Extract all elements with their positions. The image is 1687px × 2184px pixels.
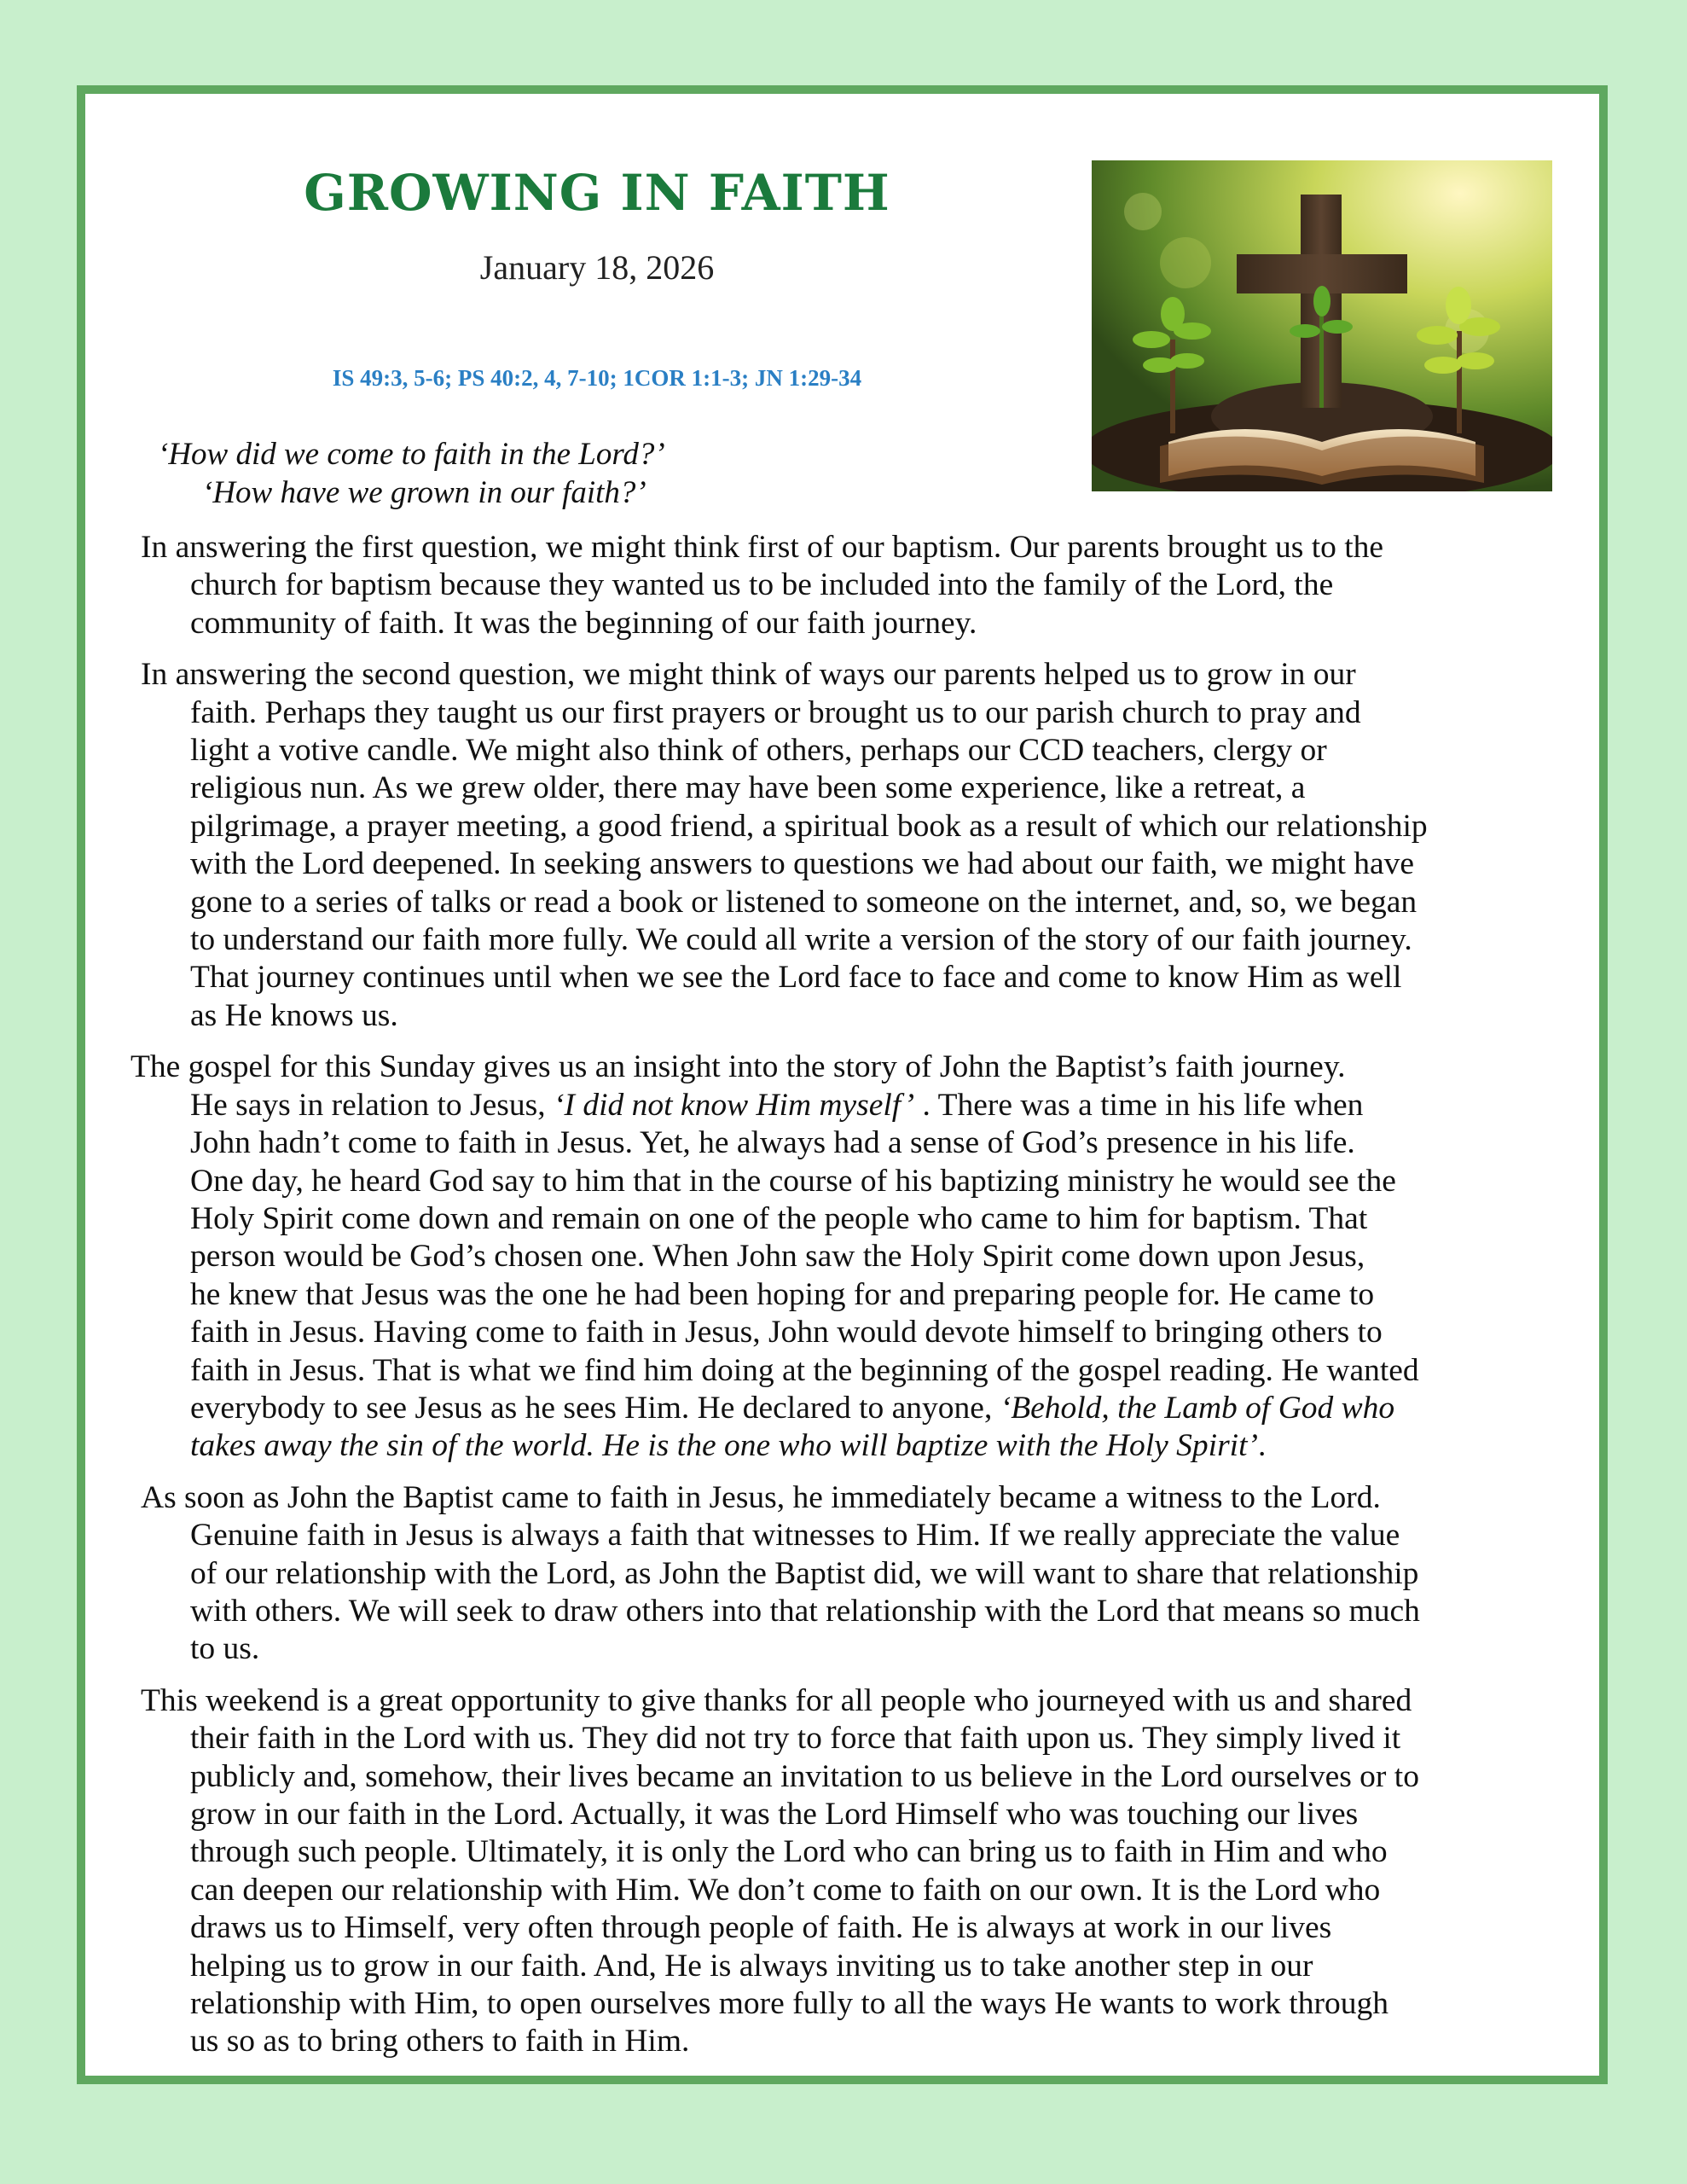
reflection-questions: [158, 435, 665, 512]
paragraph-thanks: This weekend is a great opportunity to give thanks for all people who journeyed with us and shared their faith in the Lord with us. They did not try to force that faith upon us. They simply lived it publicly and, somehow, their lives became an invitation to us believe in the Lord ourselves or to grow in our faith in the Lord. Actually, it was the Lord Himself who was touching our lives through such people. Ultimately, it is only the Lord who can bring us to faith in Him and who can deepen our relationship with Him. We don’t come to faith on our own. It is the Lord who draws us to Himself, very often through people of faith. He is always at work in our lives helping us to grow in our faith. And, He is always inviting us to take another step in our relationship with Him, to open ourselves more fully to all the ways He wants to work through us so as to bring others to faith in Him.: [141, 1682, 1419, 2059]
paragraph-john-baptist: [130, 1048, 1591, 1465]
paragraph-john-baptist-text-a: The gospel for this Sunday gives us an insight into the story of John the Baptist’s faith journey. He says in relation to Jesus,: [130, 1049, 1346, 1123]
paragraph-baptism: In answering the first question, we might think first of our baptism. Our parents brought us to the church for baptism because they wanted us to be included into the family of the Lord, the community of faith. It was the beginning of our faith journey.: [141, 530, 1384, 641]
paragraph-john-baptist-text-c: .: [1257, 1428, 1267, 1464]
question-second: ‘How have we grown in our faith?’: [202, 475, 646, 510]
page-date: January 18, 2026: [479, 248, 715, 287]
bulletin-page: [77, 85, 1608, 2084]
question-first: ‘How did we come to faith in the Lord?’: [158, 437, 665, 472]
quote-did-not-know: ‘I did not know Him myself’: [553, 1087, 915, 1123]
quote-lamb-of-god: ‘Behold, the Lamb of God who takes away the sin of the world. He is the one who will baptize with the Holy Spirit’: [190, 1390, 1395, 1464]
cross-on-open-book-icon: [1092, 160, 1552, 491]
paragraph-growth: In answering the second question, we might think of ways our parents helped us to grow in our faith. Perhaps they taught us our first prayers or brought us to our parish church to pray and light a votive candle. We might also think of others, perhaps our CCD teachers, clergy or religious nun. As we grew older, there may have been some experience, like a retreat, a pilgrimage, a prayer meeting, a good friend, a spiritual book as a result of which our relationship with the Lord deepened. In seeking answers to questions we had about our faith, we might have gone to a series of talks or read a book or listened to someone on the internet, and, so, we began to understand our faith more fully. We could all write a version of the story of our faith journey. That journey continues until when we see the Lord face to face and come to know Him as well as He knows us.: [141, 657, 1428, 1033]
scripture-readings: IS 49:3, 5-6; PS 40:2, 4, 7-10; 1COR 1:1-3; JN 1:29-34: [332, 365, 862, 391]
cross-book-image: [1092, 160, 1552, 491]
paragraph-john-baptist-text-b: . There was a time in his life when John hadn’t come to faith in Jesus. Yet, he always had a sense of God’s presence in his life. One day, he heard God say to him that in the course of his baptizing ministry he would see the Holy Spirit come down and remain on one of the people who came to him for baptism. That person would be God’s chosen one. When John saw the Holy Spirit come down upon Jesus, he knew that Jesus was the one he had been hoping for and preparing people for. He came to faith in Jesus. Having come to faith in Jesus, John would devote himself to bringing others to faith in Jesus. That is what we find him doing at the beginning of the gospel reading. He wanted everybody to see Jesus as he sees Him. He declared to anyone,: [190, 1087, 1419, 1426]
article-body: [130, 529, 1591, 2075]
page-title: GROWING IN FAITH: [304, 164, 890, 222]
paragraph-witness: As soon as John the Baptist came to faith in Jesus, he immediately became a witness to the Lord. Genuine faith in Jesus is always a faith that witnesses to Him. If we really appreciate the value of our relationship with the Lord, as John the Baptist did, we will want to share that relationship with others. We will seek to draw others into that relationship with the Lord that means so much to us.: [141, 1479, 1420, 1667]
